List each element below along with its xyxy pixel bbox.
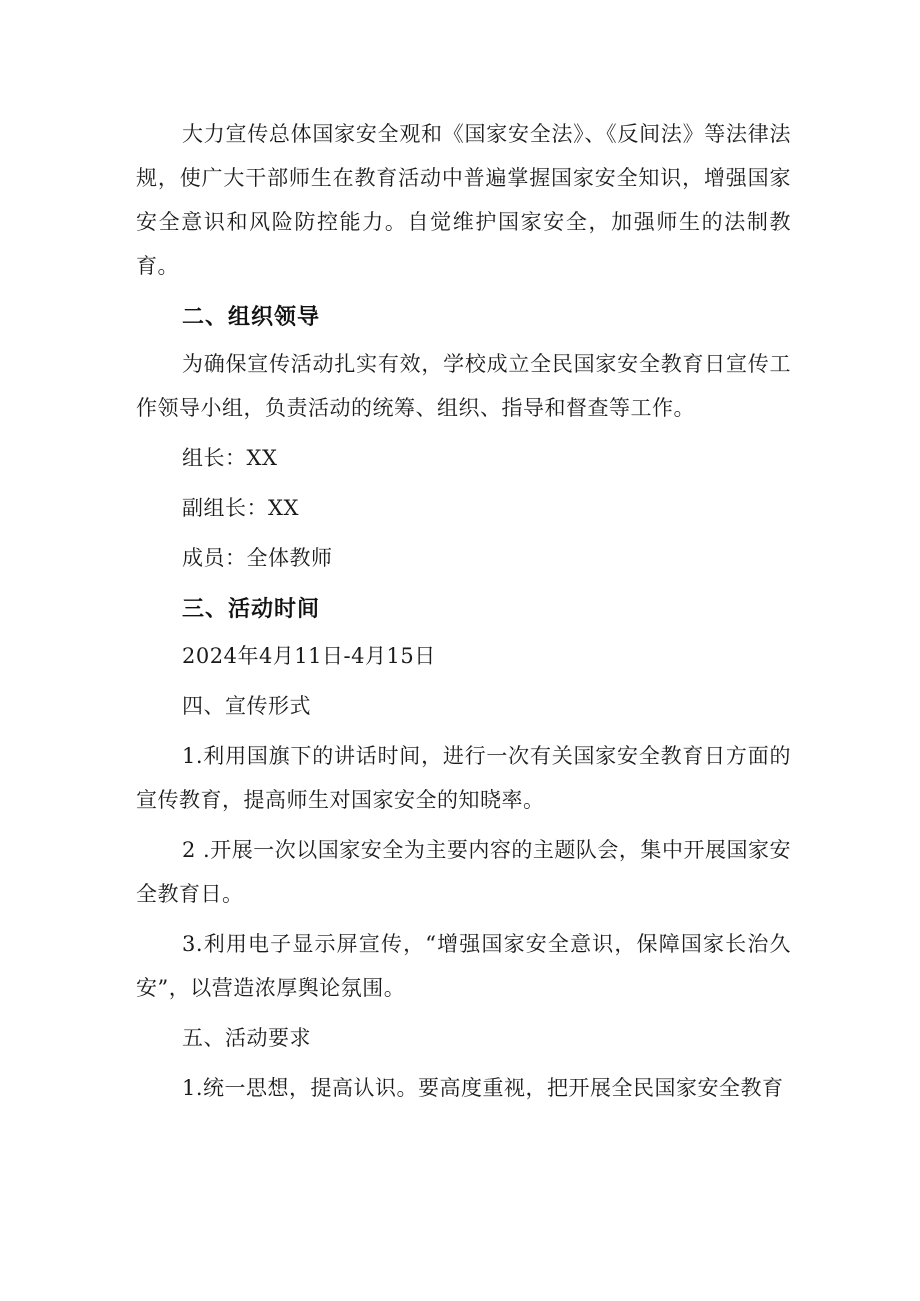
section-heading-organization: 二、组织领导 <box>182 305 321 330</box>
members-line: 成员：全体教师 <box>182 546 333 570</box>
publicity-item-2: 2 .开展一次以国家安全为主要内容的主题队会，集中开展国家安全教育日。 <box>136 838 791 906</box>
organization-paragraph: 为确保宣传活动扎实有效，学校成立全民国家安全教育日宣传工作领导小组，负责活动的统筹、组织、指导和督查等工作。 <box>136 352 791 420</box>
deputy-leader-line: 副组长：XX <box>182 496 299 520</box>
requirement-item-1: 1.统一思想，提高认识。要高度重视，把开展全民国家安全教育 <box>182 1076 784 1100</box>
section-heading-publicity-form: 四、宣传形式 <box>182 694 311 718</box>
document-body <box>136 112 791 1110</box>
publicity-item-3: 3.利用电子显示屏宣传，“增强国家安全意识，保障国家长治久安”，以营造浓厚舆论氛围。 <box>136 932 791 1000</box>
activity-date-range: 2024年4月11日-4月15日 <box>182 644 436 668</box>
intro-paragraph: 大力宣传总体国家安全观和《国家安全法》、《反间法》等法律法规，使广大干部师生在教育活动中普遍掌握国家安全知识，增强国家安全意识和风险防控能力。自觉维护国家安全，加强师生的法制教育。 <box>136 122 791 278</box>
section-heading-requirements: 五、活动要求 <box>182 1026 311 1050</box>
leader-line: 组长：XX <box>182 446 278 470</box>
publicity-item-1: 1.利用国旗下的讲话时间，进行一次有关国家安全教育日方面的宣传教育，提高师生对国家安全的知晓率。 <box>136 744 791 812</box>
section-heading-activity-time: 三、活动时间 <box>182 597 321 622</box>
